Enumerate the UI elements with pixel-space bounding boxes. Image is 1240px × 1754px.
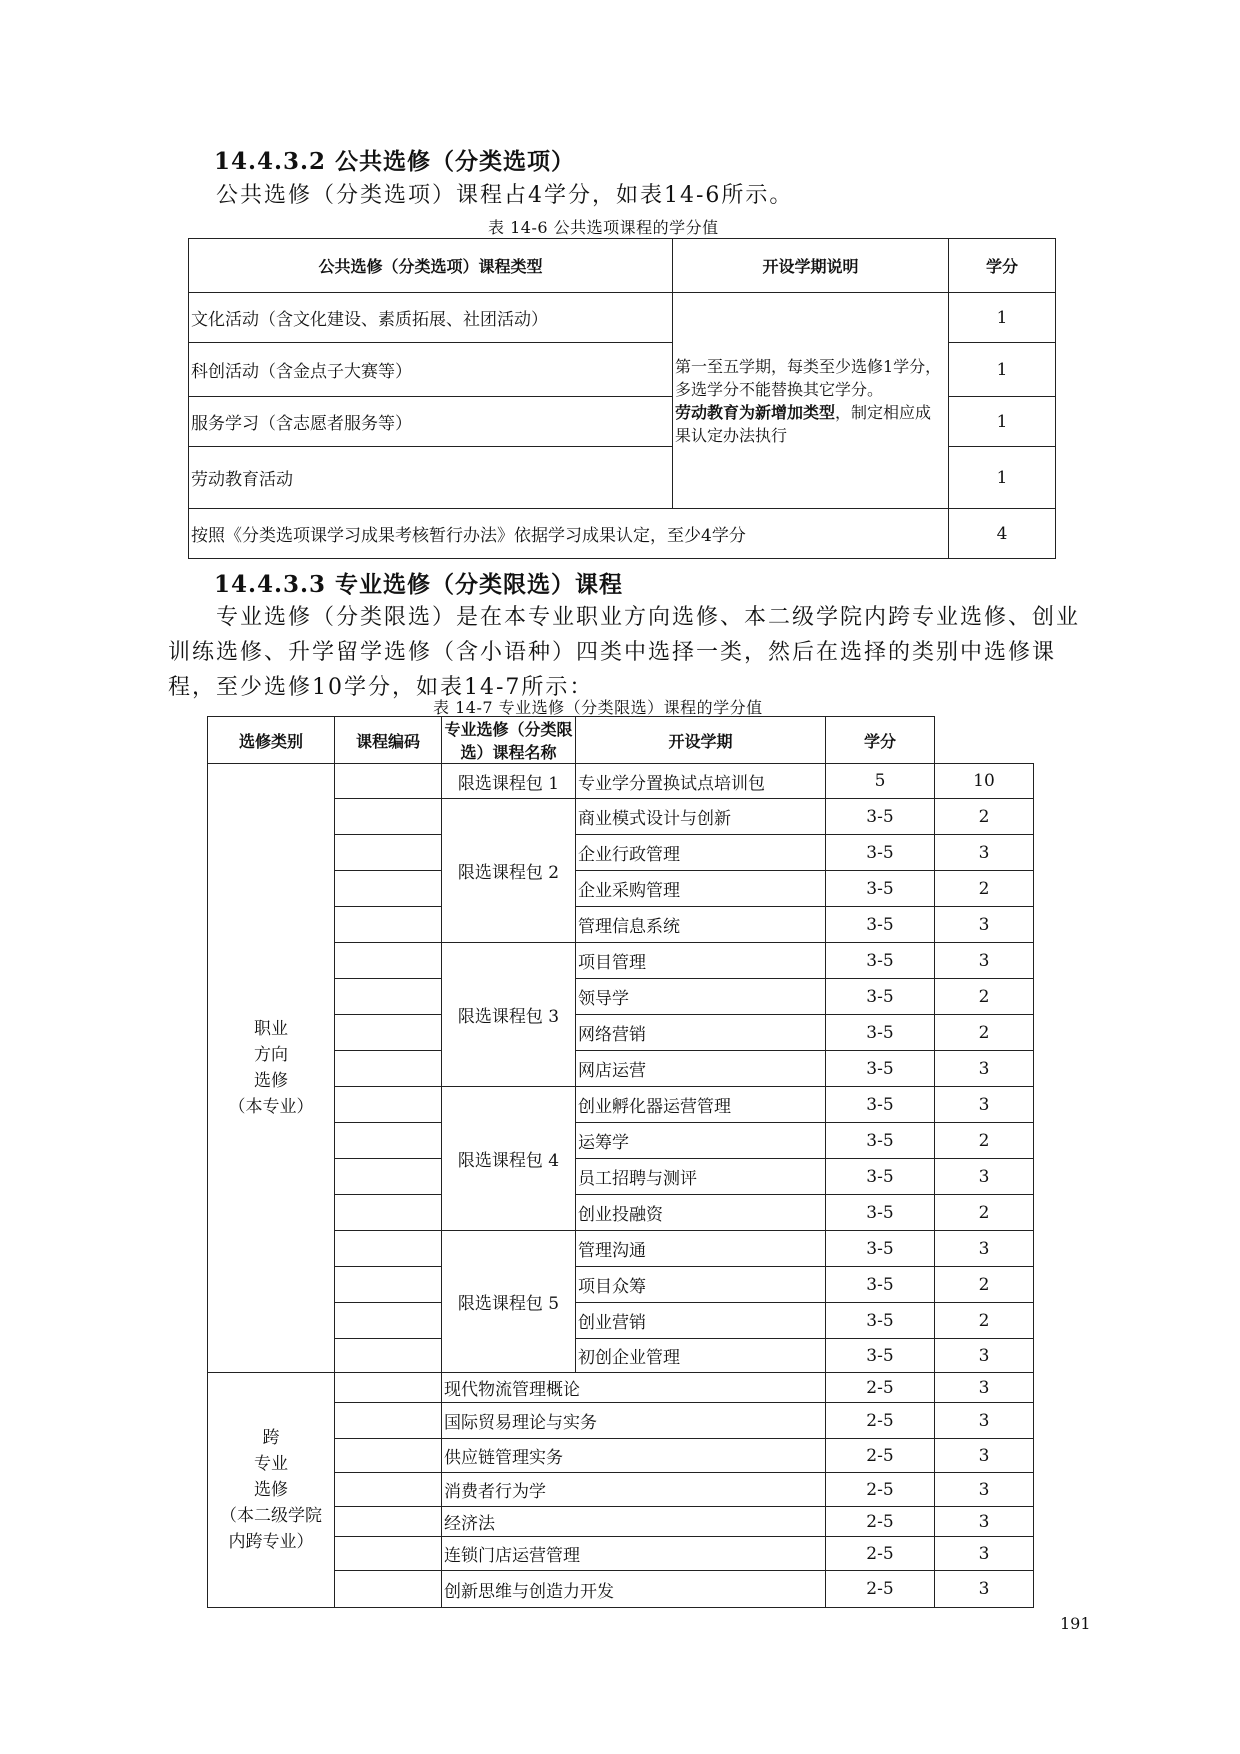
course-code-cell [335, 1571, 442, 1608]
term-cell: 3-5 [826, 1231, 935, 1267]
course-name-cell: 创业孵化器运营管理 [576, 1087, 826, 1123]
credit-cell: 1 [949, 343, 1056, 397]
credit-cell: 3 [935, 1373, 1034, 1403]
section-2-paragraph: 专业选修（分类限选）是在本专业职业方向选修、本二级学院内跨专业选修、创业训练选修、升学留学选修（含小语种）四类中选择一类，然后在选择的类别中选修课程，至少选修10学分，如表14-7所示： [168, 605, 1081, 700]
description-text: 第一至五学期，每类至少选修1学分，多选学分不能替换其它学分。 [675, 356, 942, 399]
credit-cell: 3 [935, 943, 1034, 979]
course-code-cell [335, 1473, 442, 1507]
course-code-cell [335, 1507, 442, 1537]
course-name-cell: 运筹学 [576, 1123, 826, 1159]
term-cell: 2-5 [826, 1473, 935, 1507]
credit-cell: 3 [935, 1231, 1034, 1267]
course-name-cell: 创新思维与创造力开发 [442, 1571, 826, 1608]
table-row [208, 764, 1034, 799]
category-cell-career-direction [208, 764, 335, 1373]
term-cell: 3-5 [826, 1195, 935, 1231]
professional-elective-table [207, 716, 1034, 1608]
course-code-cell [335, 979, 442, 1015]
course-name-cell: 管理沟通 [576, 1231, 826, 1267]
table-2-caption: 表 14-7 专业选修（分类限选）课程的学分值 [433, 698, 763, 717]
term-cell: 3-5 [826, 1267, 935, 1303]
credit-cell: 2 [935, 1195, 1034, 1231]
course-code-cell [335, 1439, 442, 1473]
course-code-cell [335, 1303, 442, 1339]
category-line: 专业 [254, 1454, 288, 1474]
term-cell: 2-5 [826, 1571, 935, 1608]
credit-cell: 3 [935, 1473, 1034, 1507]
course-type-cell: 劳动教育活动 [189, 447, 673, 509]
term-cell: 3-5 [826, 799, 935, 835]
course-code-cell [335, 799, 442, 835]
package-name-cell: 限选课程包 3 [442, 943, 576, 1087]
course-code-cell [335, 1195, 442, 1231]
section-heading-14-4-3-2: 14.4.3.2 公共选修（分类选项） [214, 148, 576, 175]
category-line: 跨 [262, 1428, 280, 1448]
course-name-cell: 员工招聘与测评 [576, 1159, 826, 1195]
credit-cell: 3 [935, 1537, 1034, 1571]
table-row [189, 293, 1056, 343]
term-cell: 3-5 [826, 979, 935, 1015]
course-name-cell: 商业模式设计与创新 [576, 799, 826, 835]
credit-cell: 10 [935, 764, 1034, 799]
course-name-cell: 创业营销 [576, 1303, 826, 1339]
description-tail-text: ，制定相应成果认定办法执行 [675, 402, 932, 445]
category-line: 内跨专业） [228, 1532, 314, 1552]
term-cell: 3-5 [826, 835, 935, 871]
credit-cell: 3 [935, 1159, 1034, 1195]
category-line: 选修 [254, 1480, 288, 1500]
course-code-cell [335, 1339, 442, 1373]
table-2-header-cell: 开设学期 [576, 717, 826, 764]
course-name-cell: 网店运营 [576, 1051, 826, 1087]
credit-cell: 2 [935, 871, 1034, 907]
course-code-cell [335, 1015, 442, 1051]
credit-cell: 3 [935, 1087, 1034, 1123]
course-code-cell [335, 1123, 442, 1159]
credit-cell: 2 [935, 1015, 1034, 1051]
term-cell: 2-5 [826, 1403, 935, 1439]
course-name-cell: 网络营销 [576, 1015, 826, 1051]
course-code-cell [335, 1373, 442, 1403]
table-1-header-cell: 开设学期说明 [673, 239, 949, 293]
credit-cell: 2 [935, 1123, 1034, 1159]
credit-cell: 2 [935, 979, 1034, 1015]
term-cell: 3-5 [826, 1051, 935, 1087]
term-cell: 3-5 [826, 871, 935, 907]
course-name-cell: 创业投融资 [576, 1195, 826, 1231]
course-code-cell [335, 835, 442, 871]
category-line: （本二级学院 [220, 1506, 322, 1526]
term-cell: 3-5 [826, 943, 935, 979]
credit-cell: 2 [935, 1267, 1034, 1303]
term-cell: 2-5 [826, 1507, 935, 1537]
package-name-cell: 限选课程包 4 [442, 1087, 576, 1231]
course-name-cell: 供应链管理实务 [442, 1439, 826, 1473]
footer-credit-cell: 4 [949, 509, 1056, 559]
table-2-header-cell: 课程编码 [335, 717, 442, 764]
course-code-cell [335, 1087, 442, 1123]
term-cell: 2-5 [826, 1439, 935, 1473]
package-name-cell: 限选课程包 5 [442, 1231, 576, 1373]
course-code-cell [335, 907, 442, 943]
course-type-cell: 科创活动（含金点子大赛等） [189, 343, 673, 397]
course-name-cell: 初创企业管理 [576, 1339, 826, 1373]
course-code-cell [335, 1159, 442, 1195]
credit-cell: 3 [935, 1051, 1034, 1087]
page-number: 191 [1060, 1614, 1091, 1633]
credit-cell: 2 [935, 1303, 1034, 1339]
credit-cell: 3 [935, 1439, 1034, 1473]
table-2-header-cell: 学分 [826, 717, 935, 764]
package-name-cell: 限选课程包 1 [442, 764, 576, 799]
course-code-cell [335, 764, 442, 799]
term-cell: 2-5 [826, 1373, 935, 1403]
course-name-cell: 领导学 [576, 979, 826, 1015]
table-2-header-cell: 选修类别 [208, 717, 335, 764]
credit-cell: 1 [949, 397, 1056, 447]
category-line: （本专业） [228, 1097, 314, 1117]
description-bold-text: 劳动教育为新增加类型 [675, 402, 836, 422]
course-name-cell: 国际贸易理论与实务 [442, 1403, 826, 1439]
course-code-cell [335, 943, 442, 979]
term-cell: 3-5 [826, 1303, 935, 1339]
category-line: 选修 [254, 1071, 288, 1091]
term-cell: 3-5 [826, 1015, 935, 1051]
credit-cell: 3 [935, 1403, 1034, 1439]
course-name-cell: 项目众筹 [576, 1267, 826, 1303]
term-cell: 5 [826, 764, 935, 799]
category-line: 职业 [254, 1019, 288, 1039]
term-cell: 3-5 [826, 1123, 935, 1159]
table-2-header-cell: 专业选修（分类限选）课程名称 [442, 717, 576, 764]
course-name-cell: 项目管理 [576, 943, 826, 979]
term-cell: 3-5 [826, 907, 935, 943]
section-heading-14-4-3-3: 14.4.3.3 专业选修（分类限选）课程 [214, 571, 624, 598]
course-name-cell: 消费者行为学 [442, 1473, 826, 1507]
table-1-header-cell: 公共选修（分类选项）课程类型 [189, 239, 673, 293]
table-row [208, 1373, 1034, 1403]
course-code-cell [335, 1537, 442, 1571]
course-name-cell: 专业学分置换试点培训包 [576, 764, 826, 799]
course-code-cell [335, 1231, 442, 1267]
credit-cell: 2 [935, 799, 1034, 835]
section-1-paragraph: 公共选修（分类选项）课程占4学分，如表14-6所示。 [216, 183, 794, 208]
table-1-caption: 表 14-6 公共选项课程的学分值 [488, 218, 719, 237]
term-cell: 2-5 [826, 1537, 935, 1571]
course-code-cell [335, 1051, 442, 1087]
package-name-cell: 限选课程包 2 [442, 799, 576, 943]
public-elective-table [188, 238, 1056, 559]
course-name-cell: 连锁门店运营管理 [442, 1537, 826, 1571]
course-name-cell: 企业行政管理 [576, 835, 826, 871]
term-description-cell [673, 293, 949, 509]
course-type-cell: 服务学习（含志愿者服务等） [189, 397, 673, 447]
course-code-cell [335, 1267, 442, 1303]
course-code-cell [335, 1403, 442, 1439]
course-name-cell: 企业采购管理 [576, 871, 826, 907]
credit-cell: 1 [949, 447, 1056, 509]
course-code-cell [335, 871, 442, 907]
term-cell: 3-5 [826, 1339, 935, 1373]
credit-cell: 3 [935, 1507, 1034, 1537]
term-cell: 3-5 [826, 1087, 935, 1123]
credit-cell: 3 [935, 907, 1034, 943]
term-cell: 3-5 [826, 1159, 935, 1195]
credit-cell: 1 [949, 293, 1056, 343]
credit-cell: 3 [935, 1339, 1034, 1373]
course-name-cell: 现代物流管理概论 [442, 1373, 826, 1403]
course-name-cell: 经济法 [442, 1507, 826, 1537]
category-line: 方向 [254, 1045, 288, 1065]
course-name-cell: 管理信息系统 [576, 907, 826, 943]
table-1-header-cell: 学分 [949, 239, 1056, 293]
footer-text-cell: 按照《分类选项课学习成果考核暂行办法》依据学习成果认定，至少4学分 [189, 509, 949, 559]
course-type-cell: 文化活动（含文化建设、素质拓展、社团活动） [189, 293, 673, 343]
category-cell-cross-major [208, 1373, 335, 1608]
table-footer-row [189, 509, 1056, 559]
credit-cell: 3 [935, 835, 1034, 871]
credit-cell: 3 [935, 1571, 1034, 1608]
